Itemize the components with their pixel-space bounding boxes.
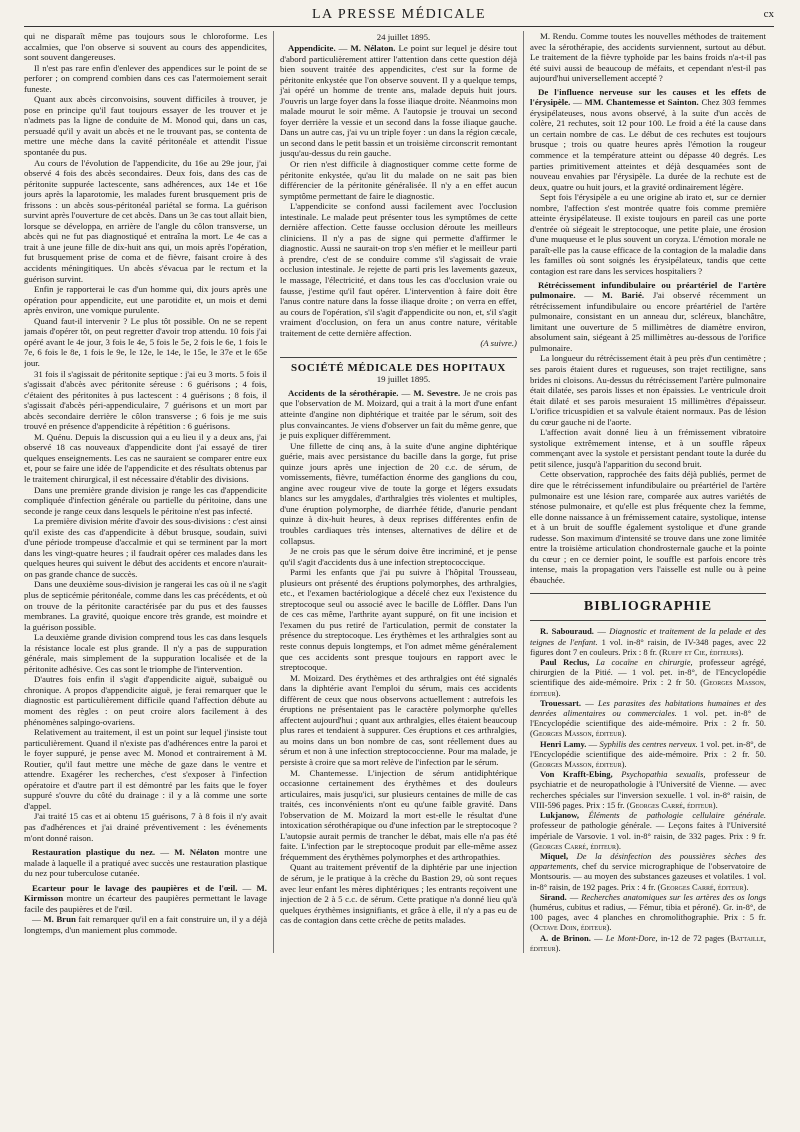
communication: Restauration plastique du nez. — M. Nélaton montre une malade à laquelle il a pratiqué avec succès une restauration plastique du nez pour tuberculose cutanée. (24, 847, 267, 879)
bib-title: Syphilis des centres nerveux. (599, 738, 698, 749)
bib-title: Recherches anatomiques sur les artères des os longs (581, 891, 766, 902)
paragraph: La longueur du rétrécissement était à peu près d'un centimètre ; ses parois étaient dures et rugueuses, son trajet rectiligne, sans brides ni cloisons. Au-dessus du rétrécissement l'artère pulmonaire était dilatée, ses parois lisses et non épaissies. Le ventricule droit était dilaté et ses parois mesuraient 15 millimètres d'épaisseur. L'orifice tricuspidien et sa valvule étaient normaux. Pas de lésion du cœur gauche ni de l'aorte. (530, 353, 766, 427)
paragraph: Quant au traitement préventif de la diphtérie par une injection de sérum, je le pratique à la crèche du Bastion 29, où sont reçues avec leur enfant les mères diphtériques ; les entrants reçoivent une injection de 2 à 5 c.c. de sérum. Cette pratique n'a donné lieu qu'à quelques érythèmes insignifiants, et grâce à elle, il n'y a pas eu de cas de contagion dans cette crèche de petits malades. (280, 862, 517, 926)
bib-publisher: (Battaille, éditeur). (530, 932, 766, 953)
paragraph: qui ne disparaît même pas toujours sous le chloroforme. Les accalmies, que l'on observe si souvent au cours des appendicites, sont souvent dangereuses. (24, 31, 267, 63)
bib-author: Trouessart. (540, 697, 582, 708)
paragraph: Dans une deuxième sous-division je rangerai les cas où il ne s'agit plus de septicémie péritonéale, comme dans les cas précédents, et où on trouve de la péritonite caractérisée par du pus et des fausses membranes. La gravité, quoique encore très grande, est moindre et la guérison possible. (24, 579, 267, 632)
bib-author: Von Krafft-Ebing, (540, 769, 613, 780)
paragraph: Cette observation, rapprochée des faits déjà publiés, permet de dire que le rétrécissement infundibulaire ou préartériel de l'artère pulmonaire est une lésion rare, comparée aux autres variétés de sténose pulmonaire, et qu'elle est plus fréquente chez la femme, elle donne naissance à un frémissement cataire, systolique, intense et à un bruit de souffle également systolique et d'une grande rudesse. Son maximum d'intensité se trouve dans une zone limitée entre la troisième articulation chondrosternale gauche et la pointe du cœur ; en ce dernier point, le souffle est parfois encore très intense, mais la propagation vers l'aisselle est nulle ou à peine ébauchée. (530, 469, 766, 585)
bib-entry: Trouessart. — Les parasites des habitations humaines et des denrées alimentaires ou commerciales. 1 vol. pet. in-8° de l'Encyclopédie scientifique des aide-mémoire. Prix : 2 fr. 50. (Georges Masson, éditeur). (530, 697, 766, 739)
communication-title: Restauration plastique du nez. (32, 847, 156, 858)
bib-publisher: (Georges Carré, éditeur). (530, 840, 621, 851)
article-appendicite: Appendicite. — M. Nélaton. Le point sur lequel je désire tout d'abord particulièrement attirer l'attention dans cette question déjà bien souvent traitée des appendicites, c'est sur la forme de péritonite enkystée que l'on observe souvent. Il y a quelque temps, j'ai opéré un homme de trente ans, malade depuis huit jours. J'ouvris un large foyer dans la fosse iliaque droite. Néanmoins mon malade mourut le soir même. A l'autopsie je trouvai un second foyer derrière la vessie et un second dans la fosse iliaque gauche. Dans un autre cas, j'ai vu un triple foyer : un dans la région cæcale, un second dans le petit bassin et un troisième circonscrit remontant jusqu'au-dessus du rein gauche. (280, 43, 517, 159)
column-2 (273, 31, 517, 953)
paragraph: J'ai traité 15 cas et ai obtenu 15 guérisons, 7 à 8 fois il n'y avait pas d'adhérences et j'ai drainé préventivement : les événements m'ont donné raison. (24, 811, 267, 843)
bib-publisher: (Georges Carré, éditeur). (626, 799, 718, 810)
article-retrecissement: Rétrécissement infundibulaire ou préartériel de l'artère pulmonaire. — M. Barié. J'ai observé récemment un rétrécissement infundibulaire ou encore préartériel de l'artère pulmonaire, consistant en un anneau dur, scléreux, blanchâtre, limitant une ouverture de 5 millimètres de diamètre environ, absolument sain, siégeant à 25 millimètres au-dessous de l'orifice pulmonaire. (530, 279, 766, 353)
bib-title: La cocaïne en chirurgie, (595, 657, 693, 668)
paragraph: La première division mérite d'avoir des sous-divisions : c'est ainsi qu'il existe des cas d'appendicite à début brusque, soudain, suivi d'une période trompeuse d'accalmie et qui se terminent par la mort dans les vingt-quatre heures ; il faudrait opérer ces malades dans les quelques heures qui suivent le début des accidents et encore n'aurait-on pas grande chance de succès. (24, 516, 267, 579)
communication: Ecarteur pour le lavage des paupières et de l'œil. — M. Kirmisson montre un écarteur des paupières permettant le lavage facile des paupières et de l'œil. (24, 882, 267, 914)
paragraph: Dans une première grande division je range les cas d'appendicite compliquée d'infection générale ou partielle du péritoine, dans une seconde je range ceux dans lesquels le péritoine n'est pas infecté. (24, 484, 267, 516)
columns (24, 31, 774, 953)
bib-details: chef du service micrographique de l'observatoire de Montsouris. — au moyen des substances gazeuses et volatiles. 1 vol. in-8° raisin, de 192 pages. Prix : 4 fr. (530, 861, 766, 892)
bib-author: Paul Reclus, (540, 657, 590, 668)
paragraph: Or rien n'est difficile à diagnostiquer comme cette forme de péritonite enkystée, qu'au lit du malade on ne sait pas bien différencier de la péritonite généralisée. Il n'y a en effet aucun symptôme permettant de faire le diagnostic. (280, 159, 517, 201)
paragraph: L'appendicite se confond aussi facilement avec l'occlusion intestinale. Le malade peut présenter tous les symptômes de cette dernière affection. Cette fausse occlusion déroute les meilleurs cliniciens. Il n'y a pas de signe qui permette d'affirmer le diagnostic. Aussi ne saurait-on trop s'en méfier et le meilleur parti à prendre, c'est de se conduire comme s'il s'agissait de vraie occlusion intestinale. Je rejette de parti pris les lavements gazeux, le massage, l'électricité, et dans tous les cas d'occlusion vraie ou fausse, j'estime qu'il faut opérer. L'intervention à faire doit être l'anus contre nature dans la fosse iliaque droite ; on verra en effet, au cours de l'opération, s'il s'agit d'appendicite ou non, et, s'il s'agit vraiment d'occlusion, on fera un anus contre nature, véritable traitement de cette dernière affection. (280, 201, 517, 338)
paragraph: Je ne crois pas que le sérum doive être incriminé, et je pense qu'il s'agit d'accidents dus à une infection streptococcique. (280, 546, 517, 567)
paragraph: L'affection avait donné lieu à un frémissement vibratoire systolique extrêmement intense, et à un souffle râpeux commençant avec la systole et persistant pendant toute la durée du petit silence, jusqu'à l'apparition du second bruit. (530, 427, 766, 469)
bib-entry: Henri Lamy. — Syphilis des centres nerveux. 1 vol. pet. in-8°, de l'Encyclopédie scientifique des aide-mémoire. Prix : 2 fr. 50. (Georges Masson, éditeur). (530, 738, 766, 770)
bib-details: professeur de pathologie générale. — Leçons faites à l'Université impériale de Varsovie. 1 vol. in-8° raisin, de 332 pages. Prix : 9 fr. (530, 820, 766, 841)
paragraph: Il n'est pas rare enfin d'enlever des appendices sur le point de se perforer ; on comprend combien dans ces cas l'atermoiement serait funeste. (24, 62, 267, 94)
paragraph: Enfin je rapporterai le cas d'un homme qui, dix jours après une opération pour appendicite, eut une parotidite et, un mois et demi après environ, une vomique purulente. (24, 284, 267, 316)
column-1 (24, 31, 267, 953)
article-title: Accidents de la sérothérapie. (288, 387, 399, 398)
bibliography-heading: BIBLIOGRAPHIE (530, 593, 766, 621)
bib-details: in-12 de 72 pages (660, 932, 725, 943)
bib-author: Henri Lamy. (540, 738, 587, 749)
article-author: M. Sevestre. (413, 387, 461, 398)
bib-details: 1 vol. in-8° raisin, de IV-348 pages, avec 22 figures dont 7 en couleurs. Prix : 8 fr. (530, 636, 766, 657)
bib-entry: Sirand. — Recherches anatomiques sur les artères des os longs (humérus, cubitus et radius, — Fémur, tibia et péroné). Gr. in-8°, de 100 pages, avec 4 planches en chromolithographie. Prix : 5 fr. (Octave Doin, éditeur). (530, 891, 766, 933)
bib-title: Le Mont-Dore, (605, 932, 658, 943)
communication-author: M. Kirmisson (24, 882, 267, 904)
paragraph: Relativement au traitement, il est un point sur lequel j'insiste tout particulièrement. Quand il n'existe pas d'adhérences entre la paroi et le foyer suppuré, je pense avec M. Monod et contrairement à M. Routier, qu'il faut mettre une mèche de gaze dans le ventre et attendre. Exagérer les recherches, c'est s'exposer à l'infection opératoire et d'autre part il est démontré par les faits que le foyer suppuré s'ouvre du côté du drainage : il y a là comme une sorte d'appel. (24, 727, 267, 811)
paragraph: 31 fois il s'agissait de péritonite septique : j'ai eu 3 morts. 5 fois il s'agissait d'abcès avec péritonite séreuse : 6 guérisons ; 4 fois, c'étaient des péritonites à pus lactescent : 4 guérisons ; 8 fois, il s'agissait d'abcès péri-appendiculaire, 7 guérisons et un mort par abcès secondaire derrière le côlon transverse ; 6 fois je me suis trouvé en présence d'appendicite à répétition : 6 guérisons. (24, 368, 267, 432)
bib-publisher: (Rueff et Cie, éditeurs). (659, 646, 744, 657)
bib-title: De la désinfection des poussières sèches des appartements, (530, 850, 766, 872)
paragraph: M. Rendu. Comme toutes les nouvelles méthodes de traitement avec la sérothérapie, des accidents surviennent, surtout au début. Le traitement de la fièvre typhoïde par les bains froids n'a-t-il pas été suivi aussi de beaucoup de méfaits, et cependant n'est-il pas aujourd'hui universellement accepté ? (530, 31, 766, 84)
article-author: MM. Chantemesse et Sainton. (584, 97, 699, 108)
bib-details: (humérus, cubitus et radius, — Fémur, tibia et péroné). Gr. in-8°, de 100 pages, avec 4 planches en chromolithographie. Prix : 5 fr. (530, 901, 766, 923)
paragraph: Une fillette de cinq ans, à la suite d'une angine diphtérique guérie, mais avec persistance du bacille dans la gorge, fut prise quinze jours après une injection de 20 c.c. de sérum, de vomissements, fièvre, tuméfaction énorme des ganglions du cou, angine avec rougeur vive de toute la gorge et légers exsudats blancs sur les amygdales, d'arthralgies très violentes et multiples, d'une éruption polymorphe, de diarrhée fétide, d'anurie pendant quinze à dix-huit heures, à deux reprises différentes enfin de troubles cardiaques très intenses, alternatives de délire et de collapsus. (280, 440, 517, 546)
paragraph: D'autres fois enfin il s'agit d'appendicite aiguë, subaiguë ou chronique. A propos d'appendicite aiguë, je ferai remarquer que le diagnostic est particulièrement difficile quand l'affection débute au moment des règles : on peut croire alors facilement à des phénomènes salpingo-ovariens. (24, 674, 267, 727)
communication-text: montre un écarteur des paupières permettant le lavage facile des paupières et de l'œil. (24, 893, 267, 914)
article-title: Rétrécissement infundibulaire ou préartériel de l'artère pulmonaire. (530, 279, 766, 301)
bib-details: professeur de psychiatrie et de neuropathologie à l'Université de Vienne. — avec recherches spéciales sur l'inversion sexuelle. 1 vol. in-8° raisin, de VIII-596 pages. Prix : 15 fr. (530, 769, 766, 810)
bib-title: Les parasites des habitations humaines et des denrées alimentaires ou commerciales. (530, 697, 766, 719)
bib-entry (530, 657, 766, 698)
communication: — M. Brun fait remarquer qu'il en a fait construire un, il y a déjà longtemps, d'un maniement plus commode. (24, 914, 267, 935)
page-number: cx (763, 8, 774, 20)
bib-title: Diagnostic et traitement de la pelade et des teignes de l'enfant. (530, 626, 766, 647)
paragraph: Au cours de l'évolution de l'appendicite, du 16e au 29e jour, j'ai observé 4 fois des abcès secondaires. Deux fois, dans des cas de péritonite suppurée lactescente, sans adhérences, aux 14e et 16e jours après la laparotomie, les malades furent brusquement pris de frissons : un abcès sous-péritonéal pariétal se forma. La guérison survint après l'ouverture de cet abcès. Dans un 3e cas tout allait bien, lorsque se développa, en arrière de l'angle du côlon transverse, un abcès qui ne fut pas diagnostiqué et entraîna la mort. Le 4e cas a trait à une jeune fille de dix-huit ans qui, un mois après l'opération, fut brusquement prise de coma et de fièvre, faisant croire à des accidents méningitiques. Un abcès s'évacua par le rectum et la guérison survint. (24, 157, 267, 284)
to-be-continued: (A suivre.) (480, 338, 517, 349)
article-author: M. Barié. (602, 290, 645, 301)
paragraph: Je ne crois pas que l'observation de M. Moizard, qui a trait à la mort d'une enfant atteinte d'angine non diphtérique et traitée par le sérum, soit des plus convaincantes. Je viens d'observer un fait du même genre, que je puis expliquer différemment. (280, 387, 517, 441)
page-header (24, 6, 774, 27)
bib-author: Sirand. (540, 891, 567, 902)
paragraph: Parmi les enfants que j'ai pu suivre à l'hôpital Trousseau, plusieurs ont présenté des éruptions polymorphes, des arthralgies, etc., et l'examen bactériologique a décelé chez eux l'existence du streptocoque seul ou associé avec le bacille de Löffler. Dans l'un de ces cas même, l'arthrite ayant suppuré, on fit une incision et l'examen du pus retiré de l'articulation, permit de constater la présence du streptocoque. Les érythèmes et les arthralgies sont au reste connus depuis longtemps, et l'on admet même généralement que ces accidents sont presque toujours en rapport avec le streptocoque. (280, 567, 517, 673)
communication-text: fait remarquer qu'il en a fait construire un, il y a déjà longtemps, d'un maniement plus commode. (24, 914, 267, 935)
paragraph: M. Moizard. Des érythèmes et des arthralgies ont été signalés dans la diphtérie avant l'emploi du sérum, mais ces accidents diffèrent de ceux que nous observons actuellement : autrefois les éruptions ne présentaient pas le caractère polymorphe qu'elles affectent aujourd'hui ; quant aux arthralgies, elles étaient beaucoup plus rares et tendaient à suppurer. Ces éruptions et ces arthralgies, au moins dans un bon nombre de cas, sont réellement dues au sérum et non à une infection streptococcienne. Pour ma malade, je persiste à croire que sa mort relève de l'infection par le sérum. (280, 672, 517, 767)
paragraph: M. Quénu. Depuis la discussion qui a eu lieu il y a deux ans, j'ai observé 18 cas nouveaux d'appendicite dont j'ai essayé de tirer quelques enseignements. Les cas ne sauraient se comparer entre eux et, pour se faire une idée de l'appendicite et des résultats obtenus par le traitement chirurgical, il est nécessaire d'établir des divisions. (24, 431, 267, 484)
paragraph: Le point sur lequel je désire tout d'abord particulièrement attirer l'attention dans cette question déjà bien souvent traitée des appendicites, c'est sur la forme de péritonite enkystée que l'on observe souvent. Il y a quelque temps, j'ai opéré un homme de trente ans, malade depuis huit jours. J'ouvris un large foyer dans la fosse iliaque droite. Néanmoins mon malade mourut le soir même. A l'autopsie je trouvai un second foyer derrière la vessie et un second dans la fosse iliaque gauche. Dans un autre cas, j'ai vu un triple foyer : un dans la région cæcale, un second dans le petit bassin et un troisième circonscrit remontant jusqu'au-dessus du rein gauche. (280, 43, 517, 159)
bib-details: 1 vol. pet. in-8° de l'Encyclopédie scientifique des aide-mémoire. Prix : 2 fr. 50. (530, 708, 766, 729)
paragraph: Quand faut-il intervenir ? Le plus tôt possible. On ne se repent jamais d'opérer tôt, on peut regretter d'avoir trop attendu. 10 fois j'ai opéré avant le 4e jour, 3 fois le 4e, 5 fois le 5e, 2 fois le 6e, 1 fois le 7e, 6 fois le 8e, 1 fois le 9e, le 12e, le 14e, le 15e, le 37e et le 65e jour. (24, 315, 267, 368)
communication-title: Ecarteur pour le lavage des paupières et de l'œil. (32, 882, 238, 893)
article-title: Appendicite. (288, 43, 336, 53)
bib-title: Psychopathia sexualis, (621, 769, 706, 780)
communication-text: montre une malade à laquelle il a pratiqué avec succès une restauration plastique du nez pour tuberculose cutanée. (24, 847, 267, 879)
bib-author: A. de Brinon. (540, 932, 591, 943)
section-date: 19 juillet 1895. (376, 374, 431, 385)
session-date: 24 juillet 1895. (376, 32, 431, 42)
paragraph: La deuxième grande division comprend tous les cas dans lesquels la résistance locale est plus grande. Il n'y a pas de suppuration générale, mais simplement de la suppuration localisée et de la péritonite adhésive. Ces cas sont le triomphe de l'intervention. (24, 632, 267, 674)
bib-details: professeur agrégé, chirurgien de la Pitié. — 1 vol. pet. in-8°, de l'Encyclopédie scientifique des aide-mémoire. Prix : 2 fr 50. (530, 657, 766, 688)
bib-author: Miquel, (540, 850, 569, 861)
bib-author: R. Sabouraud. (540, 626, 594, 637)
section-heading: SOCIÉTÉ MÉDICALE DES HOPITAUX (280, 357, 517, 374)
bib-entry (530, 769, 766, 810)
bib-entry: A. de Brinon. — Le Mont-Dore, in-12 de 72 pages (Battaille, éditeur). (530, 932, 766, 953)
paragraph: J'ai observé récemment un rétrécissement infundibulaire ou encore préartériel de l'artère pulmonaire, consistant en un anneau dur, scléreux, blanchâtre, limitant une ouverture de 5 millimètres de diamètre environ, absolument sain, siégeant à 25 millimètres au-dessous de l'orifice pulmonaire. (530, 290, 766, 353)
article-erysipele: De l'influence nerveuse sur les causes et les effets de l'érysipèle. — MM. Chantemesse et Sainton. Chez 303 femmes érysipélateuses, nous avons observé, à la suite d'un accès de colère, 21 rechutes, soit 12 pour 100. Le froid a été la cause dans un certain nombre de cas. Le début de ces rechutes est toujours brusque ; trois ou quatre heures après l'émotion la rougeur commence et la température atteint ou dépasse 40 degrés. Les parties primitivement atteintes et déjà desquamées sont de nouveau envahies par l'érysipèle. La durée de la rechute est de deux, quatre ou huit jours, et la gravité ordinairement légère. (530, 86, 766, 192)
column-3 (523, 31, 766, 953)
paragraph: Sept fois l'érysipèle a eu une origine ab irato et, sur ce dernier nombre, l'affection s'est montrée quatre fois comme première atteinte érysipélateuse. Il existe toujours en pareil cas une porte d'entrée où siégeait le streptocoque, une petite plaie, une érosion d'une muqueuse et le plus souvent un coryza. L'émotion morale ne paraît-elle pas la cause efficace de la contagion de la maladie dans les familles où sont soignés les érysipélateux, tandis que cette contagion est rare dans les services hospitaliers ? (530, 192, 766, 277)
article-serotherapie: Accidents de la sérothérapie. — M. Sevestre. Je ne crois pas que l'observation de M. Moizard, qui a trait à la mort d'une enfant atteinte d'angine non diphtérique et traitée par le sérum, soit des plus convaincantes. Je viens d'observer un fait du même genre, que je puis expliquer différemment. (280, 387, 517, 441)
article-title: De l'influence nerveuse sur les causes et les effets de l'érysipèle. (530, 86, 766, 108)
bib-author: Lukjanow, (540, 810, 579, 821)
bib-publisher: (Georges Masson, éditeur). (530, 677, 766, 698)
bib-publisher: (Octave Doin, éditeur). (530, 922, 612, 933)
bib-title: Éléments de pathologie cellulaire générale. (588, 810, 766, 821)
paragraph: Quant aux abcès circonvoisins, souvent difficiles à trouver, je pose en principe qu'il faut toujours essayer de les trouver et je n'admets pas la ligne de conduite de M. Monod qui, dans un cas, persuadé qu'il y avait un abcès et ne le trouvant pas, se contenta de mettre une mèche dans la cavité péritonéale et attendit l'issue spontanée du pus. (24, 94, 267, 158)
bib-publisher: (Georges Masson, éditeur). (530, 728, 627, 739)
bibliography-list (530, 626, 766, 953)
communication-author: M. Brun (43, 914, 76, 925)
paragraph: Chez 303 femmes érysipélateuses, nous avons observé, à la suite d'un accès de colère, 21 rechutes, soit 12 pour 100. Le froid a été la cause dans un certain nombre de cas. Le début de ces rechutes est toujours brusque ; trois ou quatre heures après l'émotion la rougeur commence et la température atteint ou dépasse 40 degrés. Les parties primitivement atteintes et déjà desquamées sont de nouveau envahies par l'érysipèle. La durée de la rechute est de deux, quatre ou huit jours, et la gravité ordinairement légère. (530, 97, 766, 192)
journal-title: LA PRESSE MÉDICALE (311, 7, 486, 22)
bib-entry (530, 851, 766, 892)
bib-publisher: (Georges Masson, éditeur). (530, 759, 627, 770)
bib-publisher: (Georges Carré, éditeur). (657, 881, 749, 892)
article-author: M. Nélaton. (350, 43, 396, 53)
communication-author: M. Nélaton (174, 847, 220, 858)
bib-details: 1 vol. pet. in-8°, de l'Encyclopédie scientifique des aide-mémoire. Prix : 2 fr. 50. (530, 738, 766, 759)
bib-entry (530, 810, 766, 851)
bib-entry: R. Sabouraud. — Diagnostic et traitement de la pelade et des teignes de l'enfant. 1 vol. in-8° raisin, de IV-348 pages, avec 22 figures dont 7 en couleurs. Prix : 8 fr. (Rueff et Cie, éditeurs). (530, 626, 766, 657)
paragraph: M. Chantemesse. L'injection de sérum antidiphtérique occasionne certainement des érythèmes et des douleurs articulaires, mais jusqu'ici, sur plusieurs centaines de mille de cas traités, ces inconvénients n'ont eu qu'une faible gravité. Dans l'observation de M. Moizard la mort est-elle le résultat d'une intoxication sérothérapique ou d'une infection par le streptocoque ? L'autopsie aurait permis de trancher le débat, mais elle n'a pas été faite. L'infection par le streptocoque produit par elle-même assez fréquemment des érythèmes polymorphes et des arthropathies. (280, 767, 517, 862)
